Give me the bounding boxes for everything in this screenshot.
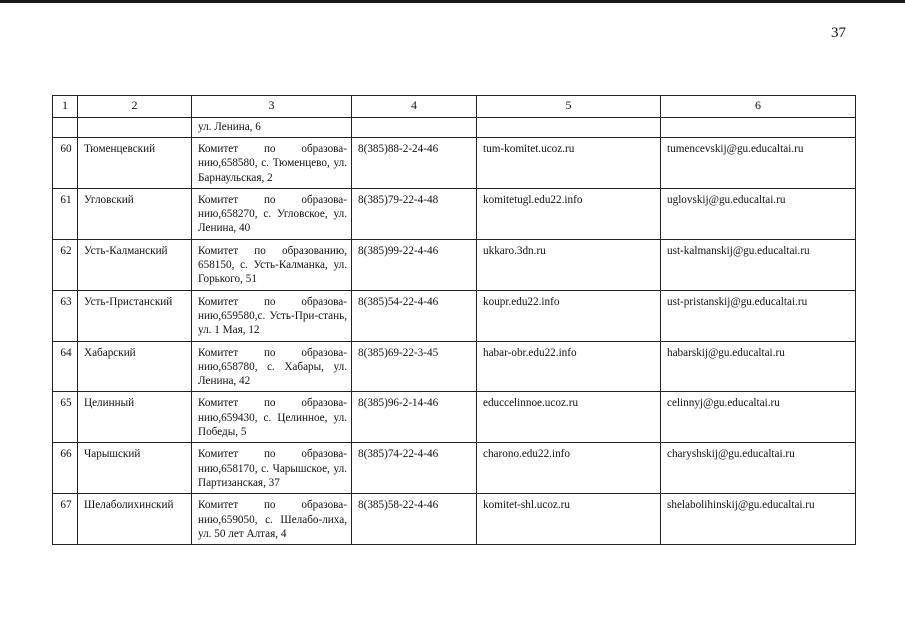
district-cell: Хабарский	[78, 341, 192, 392]
page-number: 37	[831, 25, 846, 41]
email-cell: shelabolihinskij@gu.educaltai.ru	[661, 494, 856, 545]
table-header-row	[53, 96, 856, 118]
email-cell: habarskij@gu.educaltai.ru	[661, 341, 856, 392]
row-number-cell	[53, 118, 78, 138]
email-cell: ust-pristanskij@gu.educaltai.ru	[661, 290, 856, 341]
website-cell	[477, 118, 661, 138]
row-number-cell: 60	[53, 138, 78, 189]
address-cell: Комитет по образова-нию,658780, с. Хабары, ул. Ленина, 42	[192, 341, 352, 392]
phone-cell: 8(385)54-22-4-46	[352, 290, 477, 341]
district-cell: Угловский	[78, 188, 192, 239]
district-cell: Чарышский	[78, 443, 192, 494]
table-row	[53, 341, 856, 392]
website-cell: habar-obr.edu22.info	[477, 341, 661, 392]
district-cell: Усть-Калманский	[78, 239, 192, 290]
phone-cell: 8(385)58-22-4-46	[352, 494, 477, 545]
row-number-cell: 65	[53, 392, 78, 443]
phone-cell: 8(385)69-22-3-45	[352, 341, 477, 392]
address-cell: Комитет по образова-нию,659050, с. Шелабо-лиха, ул. 50 лет Алтая, 4	[192, 494, 352, 545]
phone-cell: 8(385)74-22-4-46	[352, 443, 477, 494]
address-cell: Комитет по образова-нию,658580, с. Тюменцево, ул. Барнаульская, 2	[192, 138, 352, 189]
row-number-cell: 67	[53, 494, 78, 545]
email-cell: uglovskij@gu.educaltai.ru	[661, 188, 856, 239]
email-cell: ust-kalmanskij@gu.educaltai.ru	[661, 239, 856, 290]
website-cell: koupr.edu22.info	[477, 290, 661, 341]
address-cell: Комитет по образованию, 658150, с. Усть-Калманка, ул. Горького, 51	[192, 239, 352, 290]
website-cell: charono.edu22.info	[477, 443, 661, 494]
website-cell: tum-komitet.ucoz.ru	[477, 138, 661, 189]
column-header: 5	[477, 96, 661, 118]
address-cell: Комитет по образова-нию,658270, с. Угловское, ул. Ленина, 40	[192, 188, 352, 239]
table-row	[53, 290, 856, 341]
column-header: 1	[53, 96, 78, 118]
address-cell: Комитет по образова-нию,659430, с. Целинное, ул. Победы, 5	[192, 392, 352, 443]
district-cell: Тюменцевский	[78, 138, 192, 189]
column-header: 2	[78, 96, 192, 118]
phone-cell: 8(385)96-2-14-46	[352, 392, 477, 443]
row-number-cell: 62	[53, 239, 78, 290]
top-border-line	[0, 0, 905, 3]
website-cell: komitet-shl.ucoz.ru	[477, 494, 661, 545]
row-number-cell: 64	[53, 341, 78, 392]
column-header: 4	[352, 96, 477, 118]
column-header: 3	[192, 96, 352, 118]
email-cell: celinnyj@gu.educaltai.ru	[661, 392, 856, 443]
website-cell: ukkaro.3dn.ru	[477, 239, 661, 290]
address-cell: Комитет по образова-нию,659580,с. Усть-При-стань, ул. 1 Мая, 12	[192, 290, 352, 341]
phone-cell: 8(385)79-22-4-48	[352, 188, 477, 239]
phone-cell: 8(385)88-2-24-46	[352, 138, 477, 189]
phone-cell: 8(385)99-22-4-46	[352, 239, 477, 290]
district-cell: Усть-Пристанский	[78, 290, 192, 341]
district-cell: Шелаболихинский	[78, 494, 192, 545]
email-cell	[661, 118, 856, 138]
table-row	[53, 188, 856, 239]
education-committees-table	[52, 95, 856, 545]
row-number-cell: 66	[53, 443, 78, 494]
table-row	[53, 443, 856, 494]
table-row	[53, 239, 856, 290]
table-row-continuation	[53, 118, 856, 138]
row-number-cell: 61	[53, 188, 78, 239]
table-row	[53, 138, 856, 189]
website-cell: komitetugl.edu22.info	[477, 188, 661, 239]
table-row	[53, 494, 856, 545]
address-cell: Комитет по образова-нию,658170, с. Чарышское, ул. Партизанская, 37	[192, 443, 352, 494]
phone-cell	[352, 118, 477, 138]
table-row	[53, 392, 856, 443]
column-header: 6	[661, 96, 856, 118]
row-number-cell: 63	[53, 290, 78, 341]
email-cell: charyshskij@gu.educaltai.ru	[661, 443, 856, 494]
address-cell: ул. Ленина, 6	[192, 118, 352, 138]
district-cell	[78, 118, 192, 138]
website-cell: educcelinnoe.ucoz.ru	[477, 392, 661, 443]
district-cell: Целинный	[78, 392, 192, 443]
email-cell: tumencevskij@gu.educaltai.ru	[661, 138, 856, 189]
